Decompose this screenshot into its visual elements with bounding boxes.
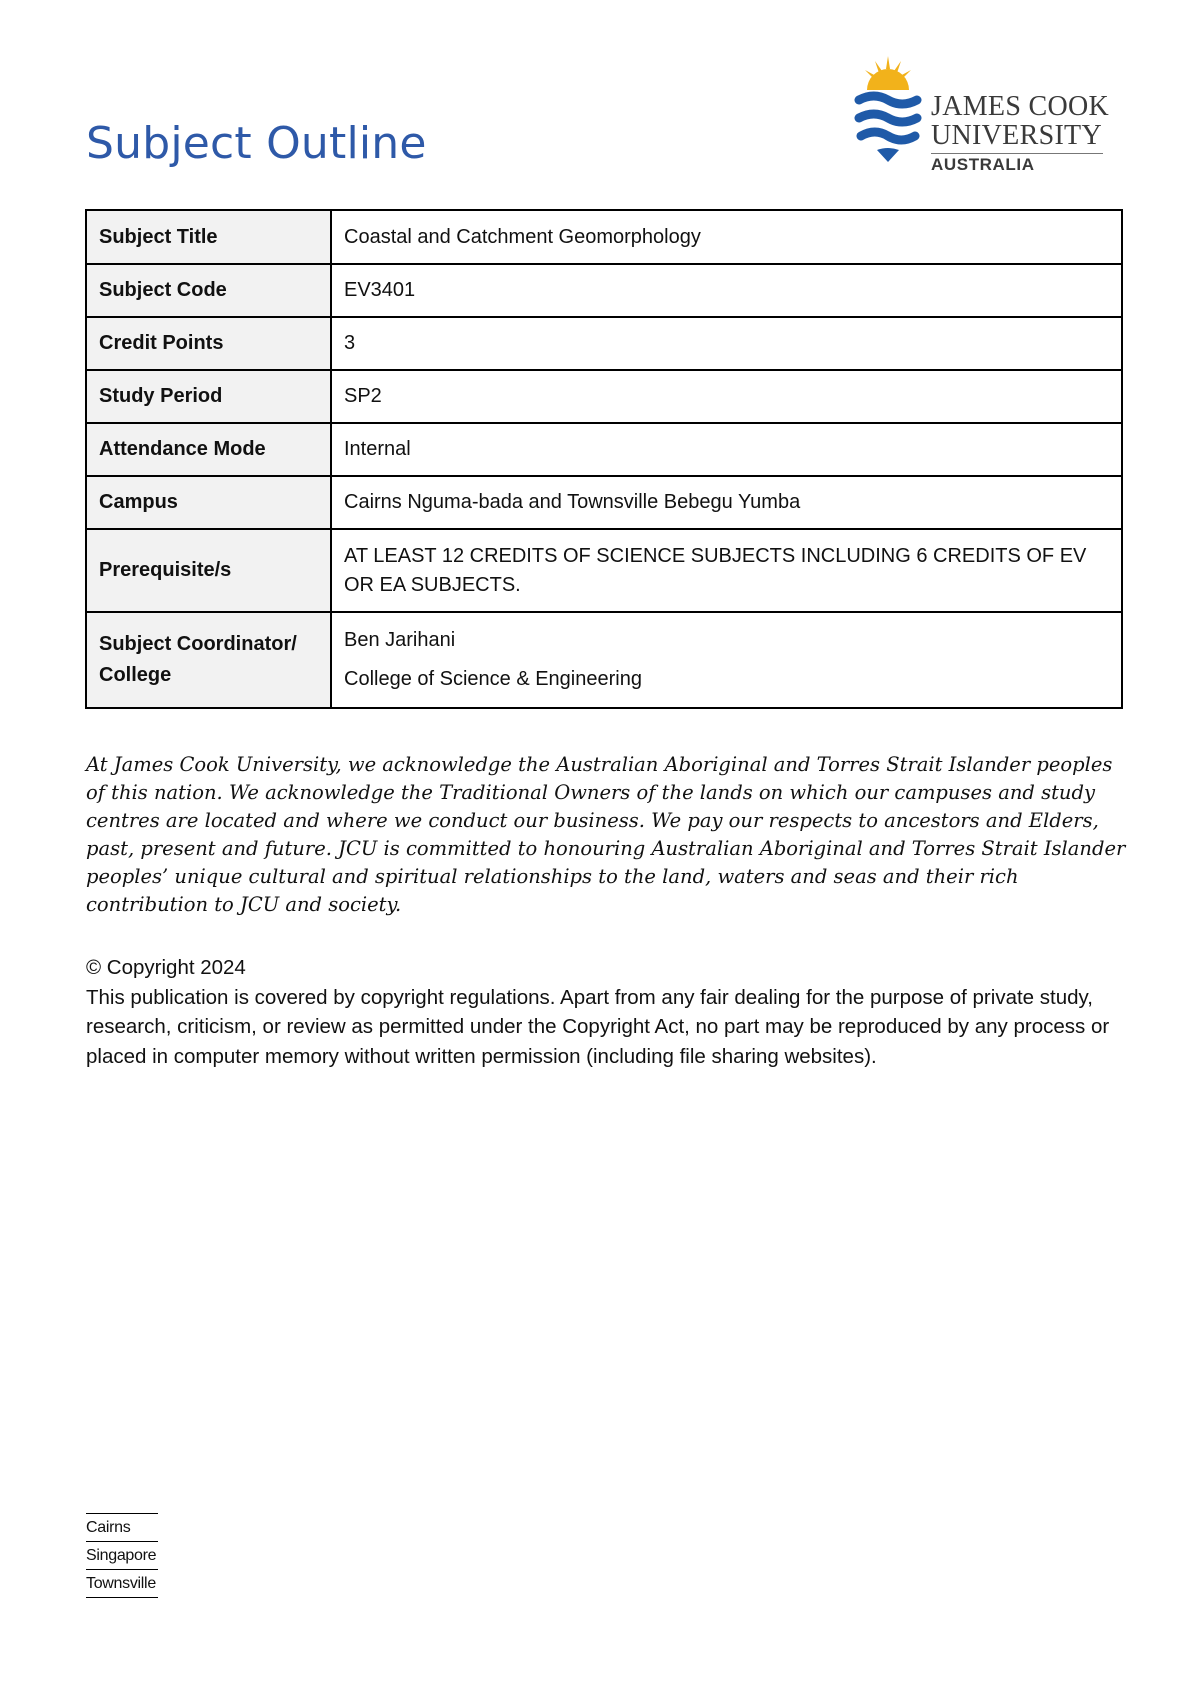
table-row-subject-code [86,264,1122,317]
logo-line-3: AUSTRALIA [931,153,1103,175]
row-value: AT LEAST 12 CREDITS OF SCIENCE SUBJECTS INCLUDING 6 CREDITS OF EV OR EA SUBJECTS. [331,529,1122,612]
row-label: Prerequisite/s [86,529,331,612]
campus-item: Singapore [86,1541,158,1569]
table-row-credit-points [86,317,1122,370]
table-row-coordinator [86,612,1122,708]
row-label: Subject Code [86,264,331,317]
table-row-campus [86,476,1122,529]
table-row-attendance-mode [86,423,1122,476]
row-label: Study Period [86,370,331,423]
campus-item: Townsville [86,1569,158,1598]
copyright-text: This publication is covered by copyright regulations. Apart from any fair dealing for the purpose of private study, research, criticism, or review as permitted under the Copyright Act, no part may be reproduced by any process or placed in computer memory without written permission (including file sharing websites). [86,985,1110,1068]
campus-list [86,1513,158,1598]
coordinator-name: Ben Jarihani [344,629,456,651]
row-value [331,612,1122,708]
row-label: Subject Title [86,210,331,264]
jcu-logo-icon [853,54,923,172]
table-row-prerequisites [86,529,1122,612]
page-title: Subject Outline [86,118,427,169]
subject-info-table [85,209,1123,709]
row-label: Campus [86,476,331,529]
logo-line-1: JAMES COOK [931,91,1110,122]
row-value: 3 [331,317,1122,370]
row-label: Subject Coordinator/ College [86,612,331,708]
acknowledgement-of-country: At James Cook University, we acknowledge the Australian Aboriginal and Torres Strait Islander peoples of this nation. We acknowledge the Traditional Owners of the lands on which our campuses and study centres are located and where we conduct our business. We pay our respects to ancestors and Elders, past, present and future. JCU is committed to honouring Australian Aboriginal and Torres Strait Islander peoples’ unique cultural and spiritual relationships to the land, waters and seas and their rich contribution to JCU and society. [86,753,1126,916]
copyright-heading: © Copyright 2024 [86,956,246,979]
coordinator-college: College of Science & Engineering [344,668,642,690]
row-value: SP2 [331,370,1122,423]
table-row-subject-title [86,210,1122,264]
row-value: Coastal and Catchment Geomorphology [331,210,1122,264]
jcu-logo [853,54,1113,174]
copyright-section [86,953,1136,1071]
logo-line-2: UNIVERSITY [931,120,1102,151]
campus-item: Cairns [86,1513,158,1541]
row-value: EV3401 [331,264,1122,317]
row-value: Cairns Nguma-bada and Townsville Bebegu Yumba [331,476,1122,529]
logo-wordmark [931,92,1109,175]
table-row-study-period [86,370,1122,423]
row-value: Internal [331,423,1122,476]
row-label: Attendance Mode [86,423,331,476]
row-label: Credit Points [86,317,331,370]
